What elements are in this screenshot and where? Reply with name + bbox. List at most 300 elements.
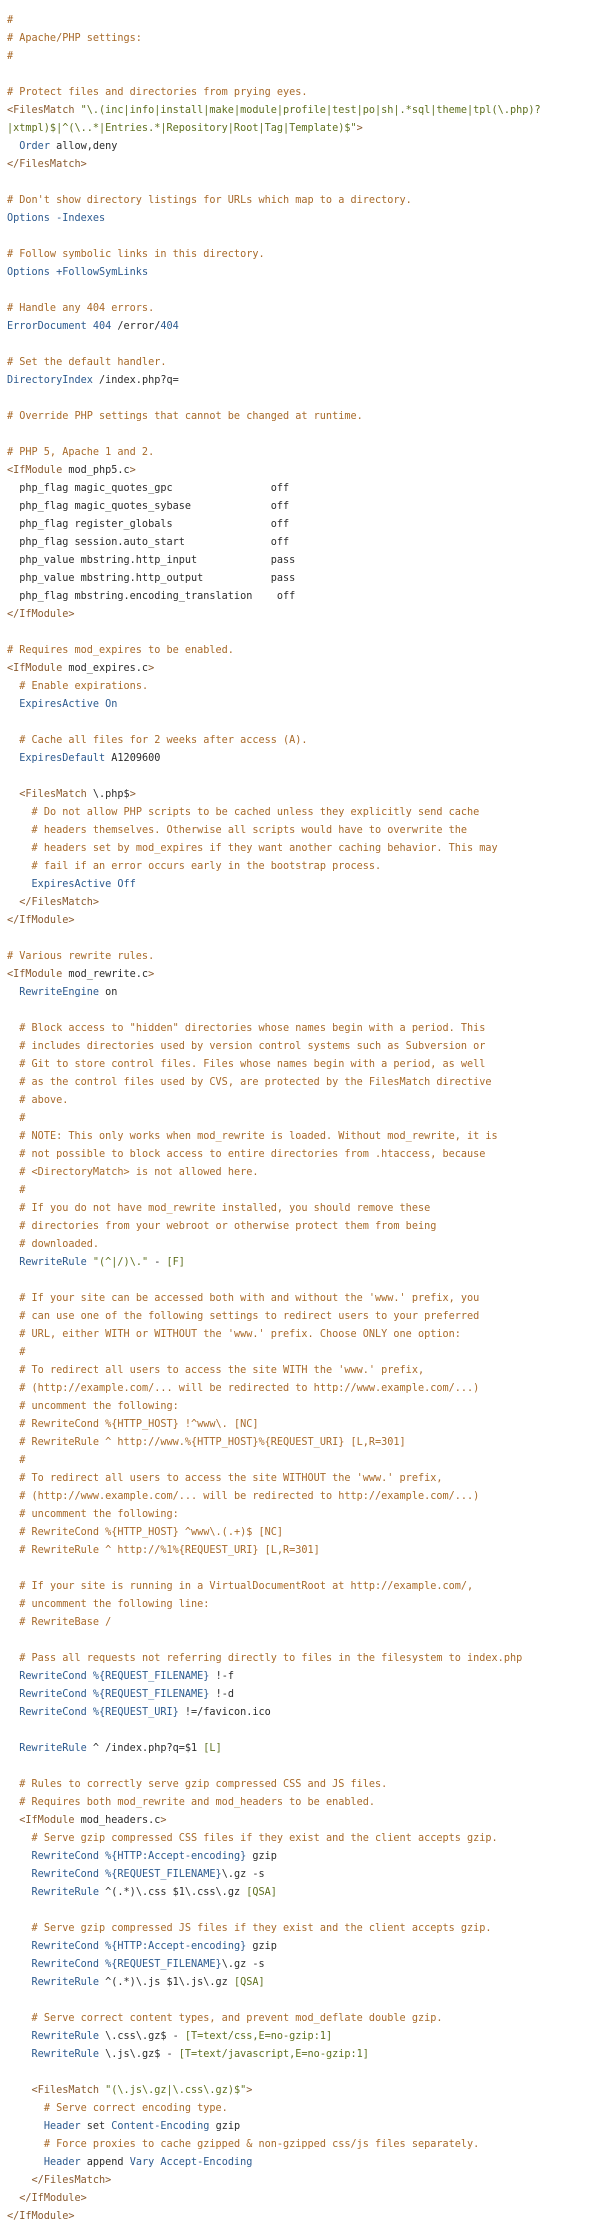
code-line [7, 696, 600, 714]
string-token: "(^|/)\." [92, 1257, 149, 1268]
text-token [7, 1491, 19, 1502]
text-token [7, 2157, 44, 2168]
text-token [7, 843, 32, 854]
tag-token: > [356, 123, 363, 134]
code-line [7, 1614, 600, 1632]
comment-token: # as the control files used by CVS, are protected by the FilesMatch directive [19, 1077, 492, 1088]
comment-token: # RewriteRule ^ http://www.%{HTTP_HOST}%{REQUEST_URI} [L,R=301] [19, 1437, 406, 1448]
comment-token: # Handle any 404 errors. [7, 303, 155, 314]
code-line [7, 30, 600, 48]
code-line [7, 1704, 600, 1722]
text-token: /index.php?q= [92, 375, 179, 386]
comment-token: # downloaded. [19, 1239, 100, 1250]
code-line [7, 84, 600, 102]
value-token: %{HTTP:Accept-encoding} [105, 1941, 247, 1952]
comment-token: # Serve gzip compressed JS files if they exist and the client accepts gzip. [31, 1923, 492, 1934]
comment-token: # URL, either WITH or WITHOUT the 'www.' prefix. Choose ONLY one option: [19, 1329, 461, 1340]
text-token: /error/ [111, 321, 161, 332]
tag-token: <FilesMatch [31, 2085, 100, 2096]
code-line [7, 1812, 600, 1830]
text-token: set [80, 2121, 112, 2132]
value-token: +FollowSymLinks [56, 267, 149, 278]
code-line [7, 876, 600, 894]
text-token: php_flag session.auto_start off [7, 537, 290, 548]
code-line [7, 1344, 600, 1362]
text-token: \.css\.gz$ - [99, 2031, 185, 2042]
code-line [7, 1146, 600, 1164]
code-line [7, 2028, 600, 2046]
text-token [7, 735, 19, 746]
text-token [7, 1599, 19, 1610]
text-token [7, 987, 19, 998]
text-token: php_flag magic_quotes_sybase off [7, 501, 290, 512]
text-token [7, 1851, 32, 1862]
text-token [7, 2139, 44, 2150]
text-token: \.gz -s [221, 1869, 265, 1880]
text-token [7, 2121, 44, 2132]
comment-token: # uncomment the following: [19, 1401, 179, 1412]
string-token: [QSA] [246, 1887, 277, 1898]
code-line [7, 1002, 600, 1020]
text-token: php_value mbstring.http_output pass [7, 573, 296, 584]
string-token: [F] [166, 1257, 185, 1268]
code-line [7, 48, 600, 66]
code-line [7, 1164, 600, 1182]
text-token [7, 1401, 19, 1412]
value-token: 404 [92, 321, 112, 332]
comment-token: # To redirect all users to access the site WITHOUT the 'www.' prefix, [19, 1473, 443, 1484]
text-token [7, 1833, 32, 1844]
code-line [7, 1902, 600, 1920]
code-line [7, 1272, 600, 1290]
text-token [7, 1131, 19, 1142]
comment-token: # above. [19, 1095, 69, 1106]
directive-token: ErrorDocument [7, 321, 87, 332]
text-token [7, 699, 19, 710]
code-line [7, 642, 600, 660]
code-line [7, 912, 600, 930]
code-line [7, 786, 600, 804]
code-line [7, 1632, 600, 1650]
text-token [7, 1473, 19, 1484]
text-token: append [80, 2157, 130, 2168]
code-line [7, 516, 600, 534]
text-token: !-d [209, 1689, 234, 1700]
text-token [7, 1095, 19, 1106]
value-token: %{HTTP:Accept-encoding} [105, 1851, 247, 1862]
text-token: gzip [209, 2121, 241, 2132]
tag-token: </FilesMatch> [7, 159, 87, 170]
directive-token: RewriteRule [19, 1743, 87, 1754]
comment-token: # [19, 1455, 26, 1466]
text-token [7, 879, 32, 890]
text-token [7, 1257, 19, 1268]
comment-token: # Enable expirations. [19, 681, 149, 692]
tag-token: </IfModule> [19, 2193, 87, 2204]
code-line [7, 102, 600, 120]
text-token [7, 2049, 32, 2060]
text-token [7, 1419, 19, 1430]
text-token: mod_expires.c [62, 663, 149, 674]
code-line [7, 408, 600, 426]
text-token [7, 1959, 32, 1970]
comment-token: # [19, 1347, 26, 1358]
code-line [7, 300, 600, 318]
comment-token: # Apache/PHP settings: [7, 33, 142, 44]
comment-token: # can use one of the following settings to redirect users to your preferred [19, 1311, 480, 1322]
value-token: Vary Accept-Encoding [129, 2157, 253, 2168]
code-line [7, 570, 600, 588]
code-line [7, 1542, 600, 1560]
text-token [7, 1293, 19, 1304]
text-token [7, 1347, 19, 1358]
code-line [7, 444, 600, 462]
directive-token: RewriteRule [31, 1977, 100, 1988]
directive-token: ExpiresActive [19, 699, 100, 710]
directive-token: RewriteCond [31, 1959, 100, 1970]
text-token [7, 825, 32, 836]
text-token [7, 2031, 32, 2042]
code-line [7, 1182, 600, 1200]
text-token [7, 1779, 19, 1790]
code-line [7, 1884, 600, 1902]
text-token [7, 1023, 19, 1034]
code-line [7, 1254, 600, 1272]
code-line [7, 282, 600, 300]
comment-token: # If your site is running in a VirtualDocumentRoot at http://example.com/, [19, 1581, 474, 1592]
value-token: %{REQUEST_FILENAME} [92, 1689, 210, 1700]
code-line [7, 2208, 600, 2226]
comment-token: # Git to store control files. Files whose names begin with a period, as well [19, 1059, 486, 1070]
comment-token: # <DirectoryMatch> is not allowed here. [19, 1167, 259, 1178]
code-line [7, 2136, 600, 2154]
tag-token: </IfModule> [7, 2211, 75, 2222]
text-token [7, 1167, 19, 1178]
code-line [7, 1056, 600, 1074]
directive-token: RewriteCond [19, 1671, 87, 1682]
tag-token: <IfModule [19, 1815, 75, 1826]
tag-token: </FilesMatch> [19, 897, 100, 908]
text-token [7, 1617, 19, 1628]
code-line [7, 1794, 600, 1812]
comment-token: # [19, 1113, 26, 1124]
text-token: A1209600 [105, 753, 161, 764]
directive-token: ExpiresDefault [19, 753, 106, 764]
code-line [7, 966, 600, 984]
code-line [7, 948, 600, 966]
comment-token: # Requires both mod_rewrite and mod_headers to be enabled. [19, 1797, 376, 1808]
code-line [7, 1830, 600, 1848]
text-token: php_flag register_globals off [7, 519, 290, 530]
code-line [7, 462, 600, 480]
code-line [7, 354, 600, 372]
code-line [7, 534, 600, 552]
code-line [7, 1218, 600, 1236]
code-line [7, 1920, 600, 1938]
directive-token: RewriteCond [19, 1689, 87, 1700]
tag-token: </FilesMatch> [31, 2175, 112, 2186]
code-line [7, 930, 600, 948]
comment-token: # Various rewrite rules. [7, 951, 155, 962]
string-token: "(\.js\.gz|\.css\.gz)$" [105, 2085, 247, 2096]
comment-token: # RewriteBase / [19, 1617, 112, 1628]
text-token [7, 1149, 19, 1160]
comment-token: # (http://example.com/... will be redirected to http://www.example.com/...) [19, 1383, 480, 1394]
code-line [7, 2046, 600, 2064]
text-token [7, 1671, 19, 1682]
text-token [7, 1455, 19, 1466]
text-token: - [148, 1257, 167, 1268]
code-line [7, 1434, 600, 1452]
text-token [7, 1923, 32, 1934]
code-line [7, 2064, 600, 2082]
code-line [7, 1092, 600, 1110]
code-line [7, 1020, 600, 1038]
text-token [7, 1311, 19, 1322]
text-token [7, 807, 32, 818]
comment-token: # Set the default handler. [7, 357, 167, 368]
code-line [7, 804, 600, 822]
comment-token: # NOTE: This only works when mod_rewrite is loaded. Without mod_rewrite, it is [19, 1131, 498, 1142]
text-token: on [99, 987, 118, 998]
text-token: php_flag mbstring.encoding_translation off [7, 591, 296, 602]
comment-token: # Block access to "hidden" directories whose names begin with a period. This [19, 1023, 486, 1034]
tag-token: > [129, 789, 136, 800]
comment-token: # PHP 5, Apache 1 and 2. [7, 447, 155, 458]
code-line [7, 210, 600, 228]
code-line [7, 732, 600, 750]
code-line [7, 1992, 600, 2010]
string-token: [QSA] [233, 1977, 265, 1988]
code-line [7, 1038, 600, 1056]
code-line [7, 318, 600, 336]
comment-token: # RewriteCond %{HTTP_HOST} !^www\. [NC] [19, 1419, 259, 1430]
comment-token: # [7, 15, 14, 26]
code-line [7, 1596, 600, 1614]
string-token: [L] [203, 1743, 222, 1754]
text-token [7, 1383, 19, 1394]
tag-token: </IfModule> [7, 609, 75, 620]
value-token: %{REQUEST_FILENAME} [105, 1959, 222, 1970]
tag-token: <IfModule [7, 969, 63, 980]
directive-token: RewriteCond [19, 1707, 87, 1718]
code-line [7, 1560, 600, 1578]
code-line [7, 768, 600, 786]
text-token [7, 1581, 19, 1592]
code-line [7, 1128, 600, 1146]
text-token: \.php$ [86, 789, 130, 800]
code-line [7, 2010, 600, 2028]
text-token [7, 1509, 19, 1520]
comment-token: # fail if an error occurs early in the bootstrap process. [31, 861, 382, 872]
tag-token: <FilesMatch [19, 789, 87, 800]
value-token: Off [117, 879, 136, 890]
code-line [7, 336, 600, 354]
text-token [7, 2013, 32, 2024]
directive-token: Header [43, 2121, 81, 2132]
text-token: \.gz -s [221, 1959, 265, 1970]
text-token [7, 141, 19, 152]
text-token [7, 1221, 19, 1232]
code-line [7, 1416, 600, 1434]
code-line [7, 1326, 600, 1344]
code-line [7, 1938, 600, 1956]
code-line [7, 264, 600, 282]
comment-token: # (http://www.example.com/... will be redirected to http://example.com/...) [19, 1491, 480, 1502]
text-token [7, 1941, 32, 1952]
code-line [7, 1380, 600, 1398]
comment-token: # Follow symbolic links in this directory. [7, 249, 265, 260]
code-line [7, 840, 600, 858]
comment-token: # If your site can be accessed both with and without the 'www.' prefix, you [19, 1293, 480, 1304]
tag-token: <IfModule [7, 465, 63, 476]
comment-token: # directories from your webroot or otherwise protect them from being [19, 1221, 437, 1232]
text-token: ^(.*)\.css $1\.css\.gz [99, 1887, 247, 1898]
code-line [7, 192, 600, 210]
text-token [7, 1113, 19, 1124]
comment-token: # RewriteCond %{HTTP_HOST} ^www\.(.+)$ [NC] [19, 1527, 284, 1538]
comment-token: # includes directories used by version control systems such as Subversion or [19, 1041, 486, 1052]
comment-token: # If you do not have mod_rewrite installed, you should remove these [19, 1203, 431, 1214]
text-token [7, 2193, 19, 2204]
text-token: \.js\.gz$ - [99, 2049, 179, 2060]
code-line [7, 1488, 600, 1506]
comment-token: # [7, 51, 14, 62]
code-line [7, 1308, 600, 1326]
text-token [7, 1527, 19, 1538]
comment-token: # Rules to correctly serve gzip compressed CSS and JS files. [19, 1779, 388, 1790]
comment-token: # Do not allow PHP scripts to be cached unless they explicitly send cache [31, 807, 480, 818]
text-token [7, 1203, 19, 1214]
tag-token: > [160, 1815, 167, 1826]
code-line [7, 390, 600, 408]
directive-token: DirectoryIndex [7, 375, 93, 386]
text-token [7, 1707, 19, 1718]
comment-token: # Cache all files for 2 weeks after access (A). [19, 735, 308, 746]
text-token: !-f [209, 1671, 234, 1682]
directive-token: RewriteRule [31, 1887, 100, 1898]
code-line [7, 1956, 600, 1974]
code-line [7, 426, 600, 444]
code-line [7, 66, 600, 84]
text-token [7, 1041, 19, 1052]
comment-token: # Serve correct content types, and prevent mod_deflate double gzip. [31, 2013, 443, 2024]
string-token: "\.(inc|info|install|make|module|profile|test|po|sh|.*sql|theme|tpl(\.php)? [80, 105, 541, 116]
code-line [7, 2172, 600, 2190]
tag-token: > [129, 465, 136, 476]
directive-token: RewriteRule [19, 1257, 87, 1268]
text-token [7, 1239, 19, 1250]
comment-token: # Serve gzip compressed CSS files if they exist and the client accepts gzip. [31, 1833, 498, 1844]
code-line [7, 498, 600, 516]
directive-token: RewriteCond [31, 1941, 100, 1952]
code-line [7, 588, 600, 606]
code-line [7, 750, 600, 768]
text-token: !=/favicon.ico [178, 1707, 271, 1718]
code-line [7, 1686, 600, 1704]
comment-token: # uncomment the following line: [19, 1599, 210, 1610]
comment-token: # Don't show directory listings for URLs which map to a directory. [7, 195, 412, 206]
value-token: 404 [160, 321, 179, 332]
code-line [7, 1650, 600, 1668]
text-token [7, 1437, 19, 1448]
text-token: php_value mbstring.http_input pass [7, 555, 296, 566]
code-line [7, 156, 600, 174]
code-line [7, 606, 600, 624]
code-line [7, 984, 600, 1002]
code-line [7, 228, 600, 246]
code-line [7, 1470, 600, 1488]
code-line [7, 1578, 600, 1596]
code-line [7, 12, 600, 30]
code-line [7, 120, 600, 138]
code-line [7, 1722, 600, 1740]
comment-token: # headers set by mod_expires if they want another caching behavior. This may [31, 843, 498, 854]
code-line [7, 822, 600, 840]
code-line [7, 1110, 600, 1128]
text-token [7, 897, 19, 908]
comment-token: # not possible to block access to entire directories from .htaccess, because [19, 1149, 486, 1160]
code-line [7, 246, 600, 264]
comment-token: # Serve correct encoding type. [43, 2103, 228, 2114]
comment-token: # Force proxies to cache gzipped & non-gzipped css/js files separately. [43, 2139, 480, 2150]
comment-token: # Override PHP settings that cannot be changed at runtime. [7, 411, 363, 422]
code-line [7, 138, 600, 156]
code-line [7, 1398, 600, 1416]
code-line [7, 372, 600, 390]
comment-token: # Protect files and directories from prying eyes. [7, 87, 308, 98]
code-line [7, 552, 600, 570]
directive-token: RewriteCond [31, 1851, 100, 1862]
code-line [7, 1866, 600, 1884]
directive-token: RewriteRule [31, 2049, 100, 2060]
tag-token: > [246, 2085, 253, 2096]
text-token [7, 1653, 19, 1664]
comment-token: # Pass all requests not referring directly to files in the filesystem to index.php [19, 1653, 523, 1664]
code-line [7, 714, 600, 732]
directive-token: Order [19, 141, 50, 152]
directive-token: ExpiresActive [31, 879, 112, 890]
text-token [7, 1365, 19, 1376]
directive-token: Options [7, 267, 50, 278]
text-token [7, 753, 19, 764]
code-line [7, 2082, 600, 2100]
code-line [7, 2118, 600, 2136]
value-token: %{REQUEST_FILENAME} [92, 1671, 210, 1682]
text-token [7, 1545, 19, 1556]
text-token: mod_php5.c [62, 465, 130, 476]
text-token [7, 789, 19, 800]
comment-token: # uncomment the following: [19, 1509, 179, 1520]
text-token: gzip [246, 1851, 277, 1862]
text-token: mod_headers.c [74, 1815, 161, 1826]
text-token [7, 1977, 32, 1988]
code-line [7, 1740, 600, 1758]
code-line [7, 858, 600, 876]
directive-token: Options [7, 213, 50, 224]
text-token [7, 1329, 19, 1340]
text-token [7, 2085, 32, 2096]
code-line [7, 1776, 600, 1794]
directive-token: Header [43, 2157, 81, 2168]
directive-token: RewriteCond [31, 1869, 100, 1880]
code-line [7, 1758, 600, 1776]
comment-token: # Requires mod_expires to be enabled. [7, 645, 234, 656]
code-line [7, 1290, 600, 1308]
tag-token: > [148, 969, 155, 980]
code-line [7, 480, 600, 498]
string-token: [T=text/javascript,E=no-gzip:1] [178, 2049, 369, 2060]
